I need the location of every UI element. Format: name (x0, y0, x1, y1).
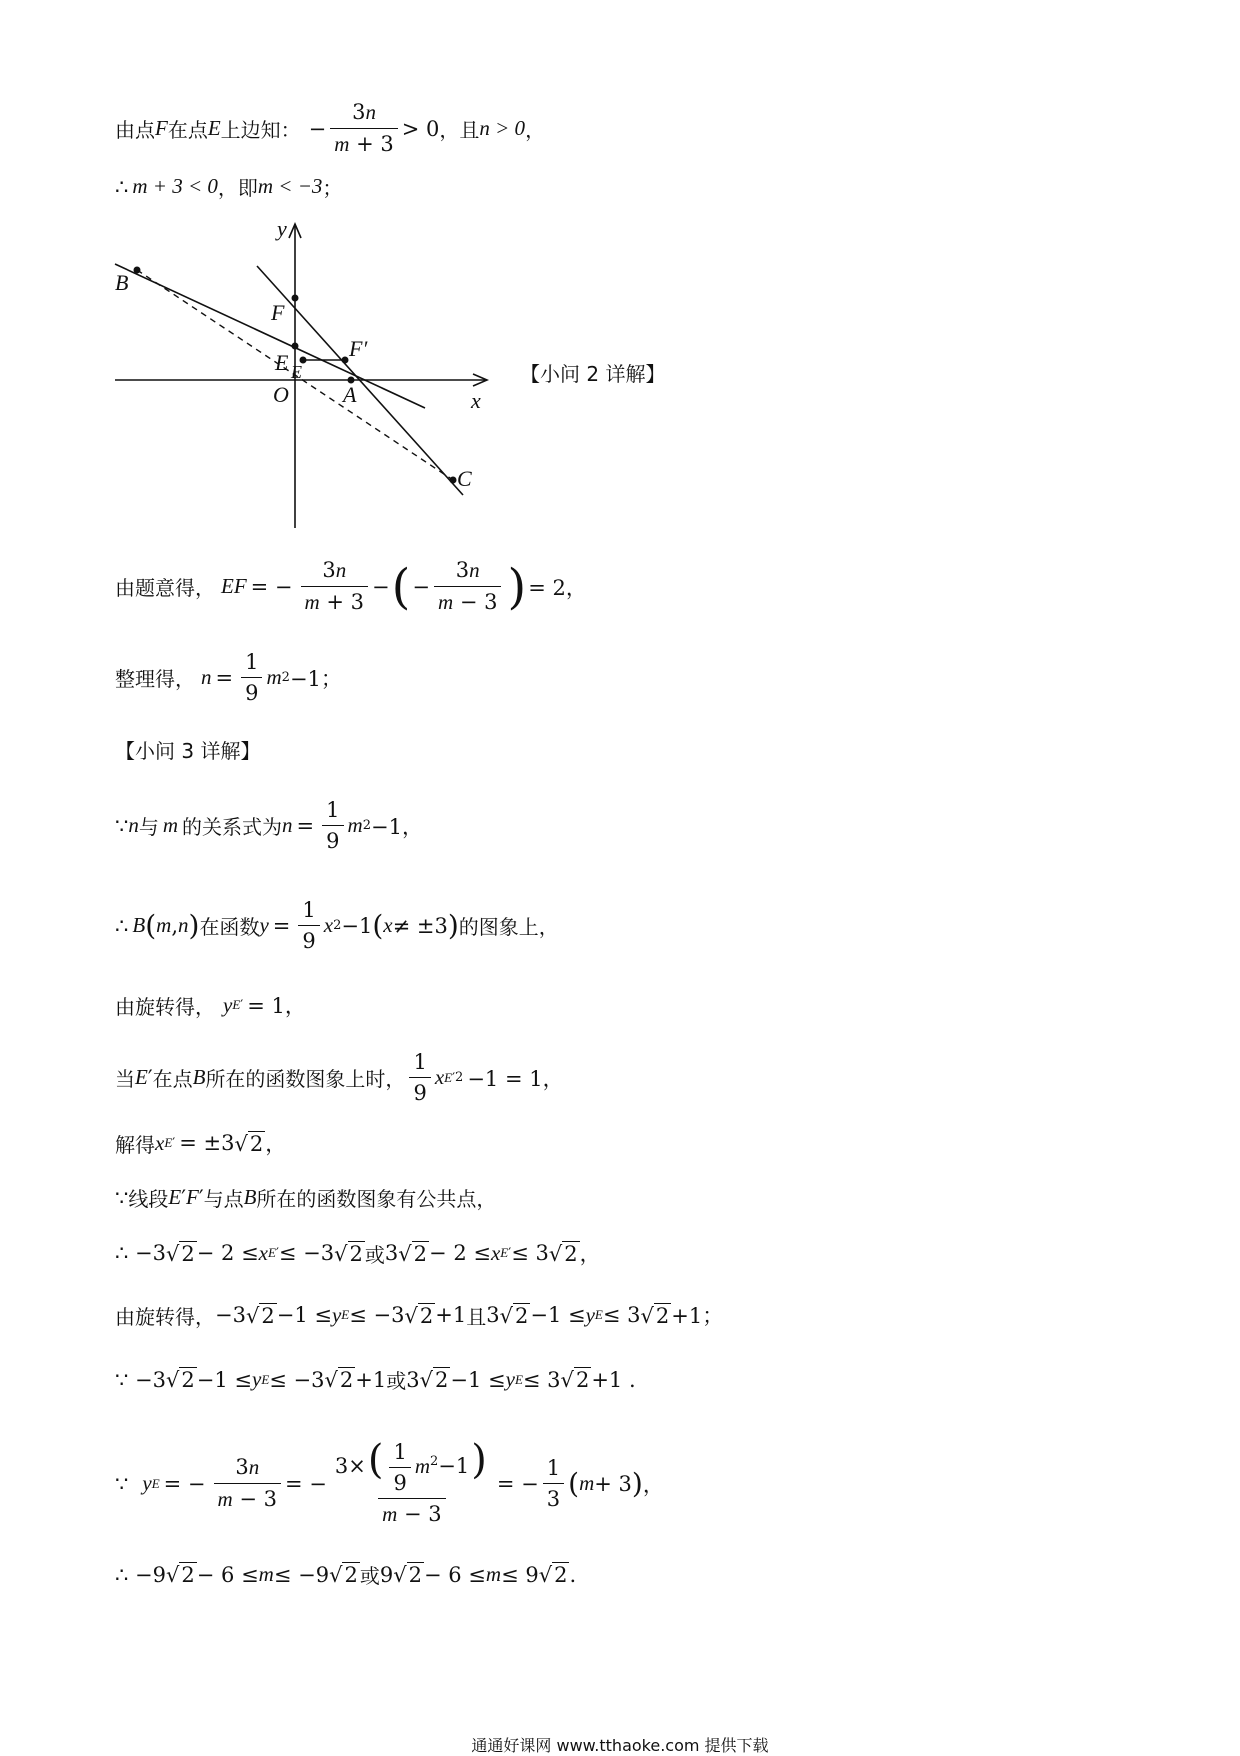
line6-text: 在函数 (199, 915, 260, 939)
point-E (292, 343, 299, 350)
line1-E: E (207, 116, 221, 140)
line8-text: 当 (115, 1067, 135, 1091)
line1-F: F (155, 116, 168, 140)
label-x: x (471, 388, 481, 413)
line1-text3: 上边知： (220, 118, 301, 142)
line9-expr: = ±3 (179, 1131, 235, 1155)
label-Fp: F′ (349, 336, 368, 361)
line-3: 由题意得， EF = − $\frac{3n}{m + 3}$ − ( − $\frac{3n}{m - 3}$ ) = 2， (115, 558, 587, 615)
line2-expr2: m < −3 (257, 174, 323, 198)
point-B (134, 267, 141, 274)
line15-or: 或 (359, 1564, 380, 1588)
line12-and: 且 (466, 1304, 487, 1329)
line-8: 当 E ′ 在点 B 所在的函数图象上时， $\frac{1}{9}$ x E′ 2 −1 = 1， (115, 1050, 564, 1105)
coordinate-diagram (105, 218, 495, 528)
line10-text2: 与点 (203, 1187, 244, 1211)
fraction: $\frac{3n}{m + 3}$ (330, 100, 397, 157)
line9-text: 解得 (115, 1132, 155, 1157)
line-5: ∵ n 与 m 的关系式为 n = $\frac{1}{9}$ m 2 −1， (115, 798, 423, 853)
line7-text: 由旋转得， (115, 994, 215, 1019)
line1-text2: 在点 (167, 118, 208, 142)
line-15: ∴ −9 √ 2 − 6 ≤ m ≤ −9 √ 2 或 9 √ 2 − 6 ≤ m ≤ 9 √ 2 . (115, 1562, 577, 1588)
line5-text: 与 (138, 815, 159, 839)
line-6: ∴ B ( m , n ) 在函数 y = $\frac{1}{9}$ x 2 −1 ( x ≠ ±3 ) 的图象上， (115, 898, 559, 953)
line-2 (115, 172, 342, 201)
line11-or: 或 (364, 1242, 385, 1267)
line-9: 解得 x E′ = ±3 √ 2 ， (115, 1130, 287, 1157)
footer: 通通好课网 www.tthaoke.com 提供下载 (471, 1736, 769, 1755)
line-1: 由点 F 在点 E 上边知： − $\frac{3n}{m + 3}$ > 0 ，且 n > 0 ， (115, 100, 546, 156)
line7-expr: = 1， (247, 994, 306, 1018)
line-10: ∵ 线段 E ′ F ′ 与点 B 所在的函数图象有公共点， (115, 1185, 497, 1211)
line5-end: −1， (370, 814, 423, 839)
label-C: C (457, 466, 472, 491)
line-14: ∵ y E = − $\frac{3n}{m - 3}$ = − 3×( $\frac{1}{9}$ $m^2-1$) m − 3 = − $\frac{1}{3}$ ( m + 3 ) ， (115, 1437, 664, 1526)
point-Fp (342, 357, 349, 364)
line2-mid: ，即 (217, 176, 258, 200)
line10-text: 线段 (128, 1187, 169, 1211)
label-A: A (343, 382, 357, 407)
line1-cond: n > 0 (479, 116, 526, 140)
line-4: 整理得， n = $\frac{1}{9}$ m 2 −1； (115, 650, 342, 705)
line8-end: −1 = 1， (467, 1066, 564, 1091)
line8-text3: 所在的函数图象上时， (205, 1067, 406, 1091)
therefore-symbol: ∴ (115, 174, 129, 199)
line4-text: 整理得， (115, 667, 195, 691)
label-y: y (277, 218, 287, 241)
point-C (450, 477, 457, 484)
line-11: ∴ −3 √ 2 − 2 ≤ x E′ ≤ −3 √ 2 或 3 √ 2 − 2 ≤ x E′ ≤ 3 √ 2 ， (115, 1240, 601, 1267)
label-E: E (275, 350, 289, 375)
line10-text3: 所在的函数图象有公共点， (256, 1187, 497, 1211)
line1-text: 由点 (115, 118, 155, 142)
line-7: 由旋转得， y E′ = 1， (115, 990, 306, 1020)
line4-end: −1； (289, 666, 342, 691)
line12-text: 由旋转得， (115, 1304, 215, 1329)
line-12: 由旋转得， −3 √ 2 −1 ≤ y E ≤ −3 √ 2 +1 且 3 √ 2 −1 ≤ y E ≤ 3 √ 2 +1； (115, 1302, 724, 1329)
line5-text2: 的关系式为 (182, 815, 283, 839)
line3-text: 由题意得， (115, 576, 215, 600)
line-BA (115, 264, 425, 408)
because-symbol: ∵ (115, 813, 129, 838)
therefore-symbol: ∴ (115, 913, 129, 938)
label-E-rotated: E (291, 362, 302, 382)
section-2-heading: 【小问 2 详解】 (520, 362, 666, 386)
line8-text2: 在点 (152, 1067, 193, 1091)
label-O: O (273, 382, 289, 407)
because-symbol: ∵ (115, 1185, 129, 1210)
line13-or: 或 (386, 1369, 407, 1393)
line1-tail: ，且 (439, 118, 480, 142)
label-F: F (271, 300, 285, 325)
label-B: B (115, 270, 129, 295)
section-3-heading: 【小问 3 详解】 (115, 739, 261, 763)
line6-text2: 的图象上， (458, 915, 559, 939)
point-F (292, 295, 299, 302)
line-13: ∵ −3 √ 2 −1 ≤ y E ≤ −3 √ 2 +1 或 3 √ 2 −1 ≤ y E ≤ 3 √ 2 +1 . (115, 1367, 636, 1393)
line1-comma: ， (525, 118, 546, 142)
line3-eq: = 2， (528, 575, 587, 600)
line2-end: ； (322, 176, 343, 200)
line2-expr: m + 3 < 0 (132, 174, 218, 198)
